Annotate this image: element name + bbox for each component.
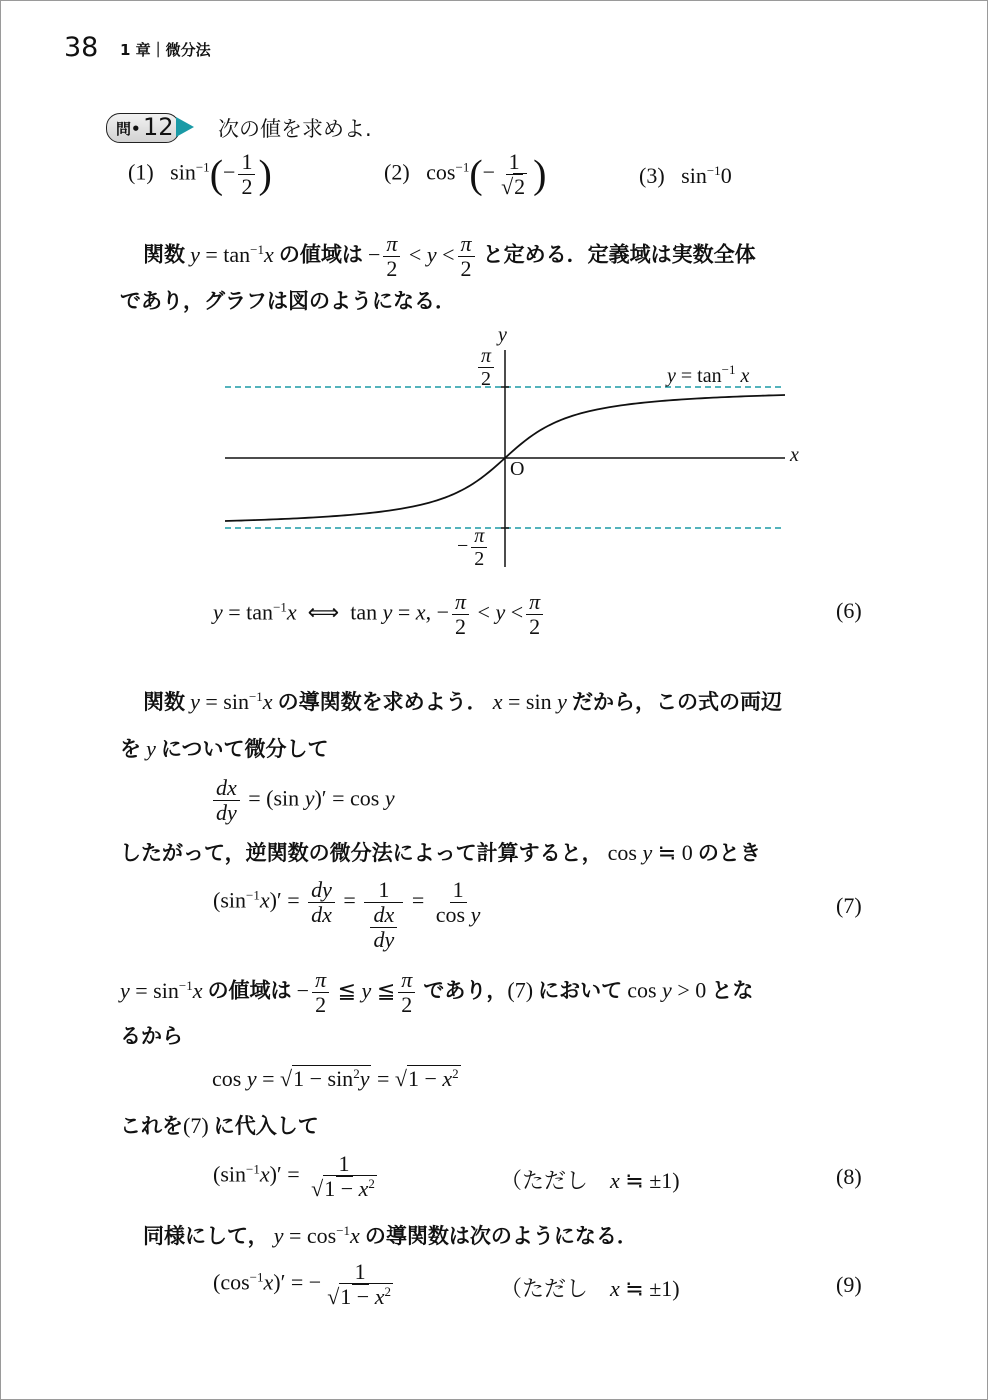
para2-line2: を y について微分して [120, 736, 329, 761]
graph-upper-pi-label: $\frac{\pi}{2}$ [475, 345, 497, 390]
graph-curve-label: $y = \tan^{-1} x$ [667, 362, 750, 387]
para4-line2: るから [120, 1024, 183, 1048]
equation-number-7: (7) [836, 893, 862, 918]
equation-9: $(\cos^{-1}x)'$ = − $\frac{1}{√1 - x^2}$ [213, 1259, 391, 1310]
para1-line2: であり，グラフは図のようになる． [120, 289, 456, 313]
equation-number-6: (6) [836, 598, 862, 623]
equation-number-9: (9) [836, 1272, 862, 1297]
para3-line: したがって，逆関数の微分法によって計算すると， cos y ≒ 0 のとき [120, 840, 761, 865]
graph-lower-pi-label: − $\frac{\pi}{2}$ [457, 525, 490, 570]
para1-line1: 関数 $y = \tan^{-1}x$ の値域は − $\frac{\pi}{2}$ < y < $\frac{\pi}{2}$ と定める．定義域は実数全体 [143, 231, 756, 282]
equation-9-condition: （ただし x ≒ ±1) [500, 1276, 680, 1301]
problem-item-2: (2) $\cos^{-1}(-$ $\frac{1}{√2}$ ) [384, 149, 547, 200]
equation-number-8: (8) [836, 1164, 862, 1189]
equation-8-condition: （ただし x ≒ ±1) [500, 1168, 680, 1193]
equation-cos-sqrt: $\cos y = √1 - \sin^2y = √1 - x^2$ [212, 1066, 459, 1091]
para6-line: 同様にして， $y = \cos^{-1}x$ の導関数は次のようになる． [143, 1223, 638, 1248]
badge-number: 12 [143, 113, 174, 141]
problem-item-1: (1) $\sin^{-1}(-$ $\frac{1}{2}$ ) [128, 149, 272, 200]
equation-8: $(\sin^{-1}x)'$ = $\frac{1}{√1 - x^2}$ [213, 1151, 375, 1202]
equation-6: $y = \tan^{-1}x$ ⟺ tan y = x, − $\frac{\pi}{2}$ < y < $\frac{\pi}{2}$ [213, 590, 546, 639]
equation-7: $(\sin^{-1}x)'$ = $\frac{dy}{dx}$ = $\frac{1}{\frac{dx}{dy}}$ = $\frac{1}{\text{cos y}}$ [213, 877, 481, 953]
chapter-title: 1 章｜微分法 [120, 41, 211, 59]
para2-line1: 関数 $y = \sin^{-1}x$ の導関数を求めよう． x = sin y だから，この式の両辺 [143, 689, 782, 714]
badge-arrow-icon [176, 117, 194, 137]
page-number: 38 [64, 32, 99, 63]
badge-label: 問• [116, 120, 141, 138]
equation-dxdy: $\frac{dx}{dy}$ = (sin y)′ = cos y [210, 776, 395, 825]
para5-line: これを(7) に代入して [120, 1113, 319, 1138]
graph-y-label: y [498, 324, 507, 346]
graph-x-label: x [790, 444, 799, 466]
problem-item-3: (3) $\sin^{-1}0$ [639, 163, 732, 188]
problem-instruction: 次の値を求めよ. [218, 117, 372, 141]
graph-origin-label: O [510, 458, 525, 480]
para4-line1: $y = \sin^{-1}x$ の値域は − $\frac{\pi}{2}$ ≦ y ≦ $\frac{\pi}{2}$ であり，(7) において cos y > 0 とな [120, 967, 754, 1018]
